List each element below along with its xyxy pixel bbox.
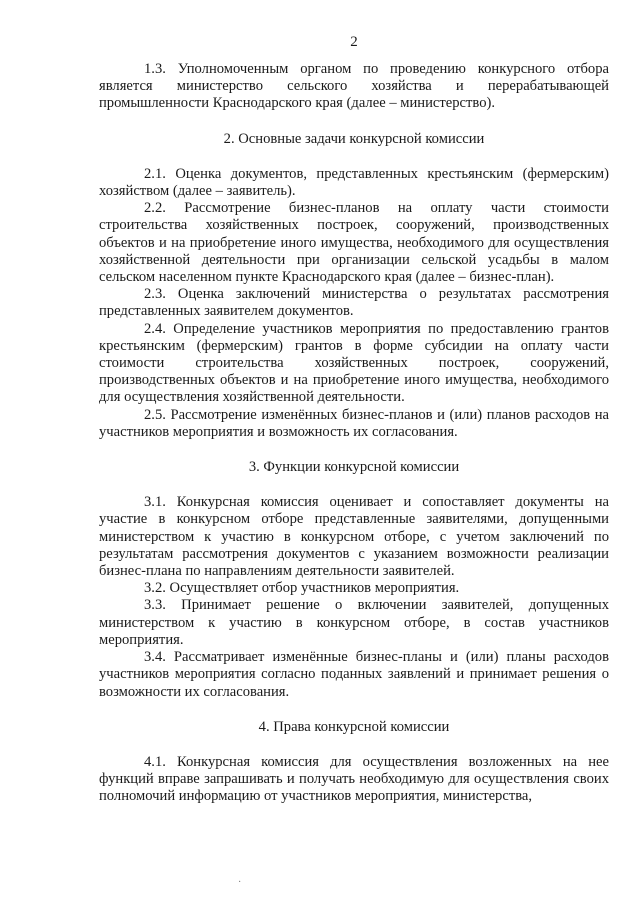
paragraph-2-5: 2.5. Рассмотрение изменённых бизнес-планов и (или) планов расходов на участников мероприятия и возможность их согласования. — [99, 406, 609, 440]
scan-speck: · — [238, 877, 242, 888]
paragraph-3-3: 3.3. Принимает решение о включении заявителей, допущенных министерством к участию в конкурсном отборе, в состав участников мероприятия. — [99, 597, 609, 648]
paragraph-1-3: 1.3. Уполномоченным органом по проведению конкурсного отбора является министерство сельского хозяйства и перерабатывающей промышленности Краснодарского края (далее – министерство). — [99, 61, 609, 112]
paragraph-2-4: 2.4. Определение участников мероприятия по предоставлению грантов крестьянским (фермерским) грантов в форме субсидии на оплату части стоимости строительства хозяйственных построек, сооружений, производственных объектов и на приобретение иного имущества, необходимого для осуществления хозяйственной деятельности. — [99, 320, 609, 406]
paragraph-2-3: 2.3. Оценка заключений министерства о результатах рассмотрения представленных заявителем документов. — [99, 286, 609, 320]
paragraph-2-2: 2.2. Рассмотрение бизнес-планов на оплату части стоимости строительства хозяйственных построек, сооружений, производственных объектов и на приобретение иного имущества, необходимого для осуществления хозяйственной деятельности при организации сельской усадьбы в малом сельском населенном пункте Краснодарского края (далее – бизнес-план). — [99, 200, 609, 286]
paragraph-3-1: 3.1. Конкурсная комиссия оценивает и сопоставляет документы на участие в конкурсном отборе представленные заявителями, допущенными министерством к участию в конкурсном отборе, с учетом заключений по результатам рассмотрения документов с указанием возможности реализации бизнес-плана по направлениям деятельности заявителей. — [99, 494, 609, 580]
paragraph-3-2: 3.2. Осуществляет отбор участников мероприятия. — [144, 580, 460, 597]
page-number: 2 — [350, 34, 358, 50]
section-heading-3: 3. Функции конкурсной комиссии — [248, 459, 460, 476]
section-heading-4: 4. Права конкурсной комиссии — [258, 718, 450, 735]
paragraph-4-1: 4.1. Конкурсная комиссия для осуществления возложенных на нее функций вправе запрашивать и получать необходимую для осуществления своих полномочий информацию от участников мероприятия, министерства, — [99, 753, 609, 805]
paragraph-2-1: 2.1. Оценка документов, представленных крестьянским (фермерским) хозяйством (далее – заявитель). — [99, 165, 609, 200]
paragraph-3-4: 3.4. Рассматривает изменённые бизнес-планы и (или) планы расходов участников мероприятия согласно поданных заявлений и принимает решения о возможности их согласования. — [99, 649, 609, 700]
section-heading-2: 2. Основные задачи конкурсной комиссии — [223, 130, 485, 147]
